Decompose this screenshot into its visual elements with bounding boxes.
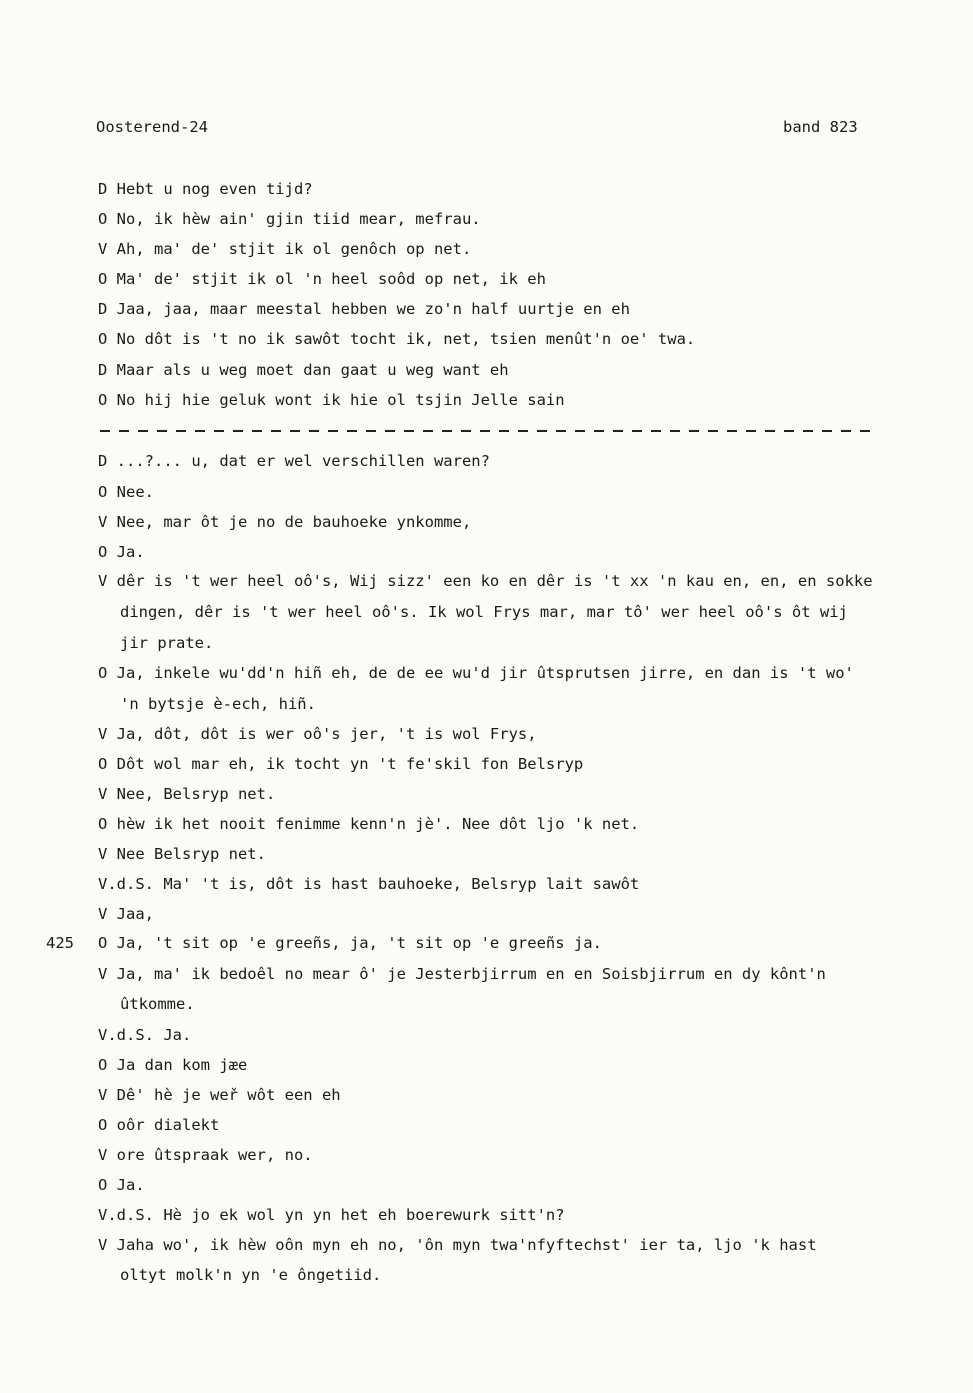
- margin-line-number: 425: [46, 934, 74, 952]
- transcript-line: V.d.S. Ma' 't is, dôt is hast bauhoeke, Belsryp lait sawôt: [98, 875, 640, 893]
- transcript-line-continued: dingen, dêr is 't wer heel oô's. Ik wol Frys mar, mar tô' wer heel oô's ôt wij: [120, 603, 848, 621]
- transcript-line: V ore ûtspraak wer, no.: [98, 1146, 313, 1164]
- transcript-line: O Nee.: [98, 483, 154, 501]
- transcript-line: V Jaa,: [98, 905, 154, 923]
- transcript-line: D Jaa, jaa, maar meestal hebben we zo'n half uurtje en eh: [98, 300, 630, 318]
- transcript-line: O oôr dialekt: [98, 1116, 220, 1134]
- transcript-line: O Ja, 't sit op 'e greeñs, ja, 't sit op 'e greeñs ja.: [98, 934, 602, 952]
- transcript-line: V Jaha wo', ik hèw oôn myn eh no, 'ôn myn twa'nfyftechst' ier ta, ljo 'k hast: [98, 1236, 817, 1254]
- transcript-line: O No hij hie geluk wont ik hie ol tsjin Jelle sain: [98, 391, 565, 409]
- transcript-line-continued: oltyt molk'n yn 'e ôngetiid.: [120, 1266, 382, 1284]
- page-header-location: Oosterend-24: [96, 118, 208, 136]
- transcript-line-continued: jir prate.: [120, 634, 214, 652]
- transcript-line: V.d.S. Hè jo ek wol yn yn het eh boerewurk sitt'n?: [98, 1206, 565, 1224]
- transcript-line: D ...?... u, dat er wel verschillen waren?: [98, 452, 490, 470]
- transcript-line: O Dôt wol mar eh, ik tocht yn 't fe'skil fon Belsryp: [98, 755, 584, 773]
- transcript-line: O hèw ik het nooit fenimme kenn'n jè'. Nee dôt ljo 'k net.: [98, 815, 640, 833]
- transcript-line: O No dôt is 't no ik sawôt tocht ik, net, tsien menût'n oe' twa.: [98, 330, 696, 348]
- section-divider: [100, 430, 874, 432]
- transcript-line: D Hebt u nog even tijd?: [98, 180, 313, 198]
- transcript-line: O Ja.: [98, 1176, 145, 1194]
- transcript-line: V Ja, ma' ik bedoêl no mear ô' je Jesterbjirrum en en Soisbjirrum en dy kônt'n: [98, 965, 826, 983]
- transcript-line: V Dê' hè je weř wôt een eh: [98, 1086, 341, 1104]
- page-header-tape-number: band 823: [783, 118, 858, 136]
- transcript-line: V Nee, mar ôt je no de bauhoeke ynkomme,: [98, 513, 472, 531]
- transcript-line: O Ja.: [98, 543, 145, 561]
- transcript-line: O Ma' de' stjit ik ol 'n heel soôd op net, ik eh: [98, 270, 546, 288]
- transcript-line: O No, ik hèw ain' gjin tiid mear, mefrau.: [98, 210, 481, 228]
- transcript-line: V.d.S. Ja.: [98, 1026, 192, 1044]
- transcript-line: O Ja dan kom jæe: [98, 1056, 248, 1074]
- transcript-line-continued: 'n bytsje è-ech, hiñ.: [120, 695, 316, 713]
- transcript-line: V Nee Belsryp net.: [98, 845, 266, 863]
- transcript-line: O Ja, inkele wu'dd'n hiñ eh, de de ee wu'd jir ûtsprutsen jirre, en dan is 't wo': [98, 664, 854, 682]
- transcript-line: V Ja, dôt, dôt is wer oô's jer, 't is wol Frys,: [98, 725, 537, 743]
- transcript-line-continued: ûtkomme.: [120, 995, 195, 1013]
- transcript-line: V dêr is 't wer heel oô's, Wij sizz' een ko en dêr is 't xx 'n kau en, en, en sokke: [98, 572, 873, 590]
- transcript-line: V Ah, ma' de' stjit ik ol genôch op net.: [98, 240, 472, 258]
- transcript-line: V Nee, Belsryp net.: [98, 785, 276, 803]
- transcript-line: D Maar als u weg moet dan gaat u weg want eh: [98, 361, 509, 379]
